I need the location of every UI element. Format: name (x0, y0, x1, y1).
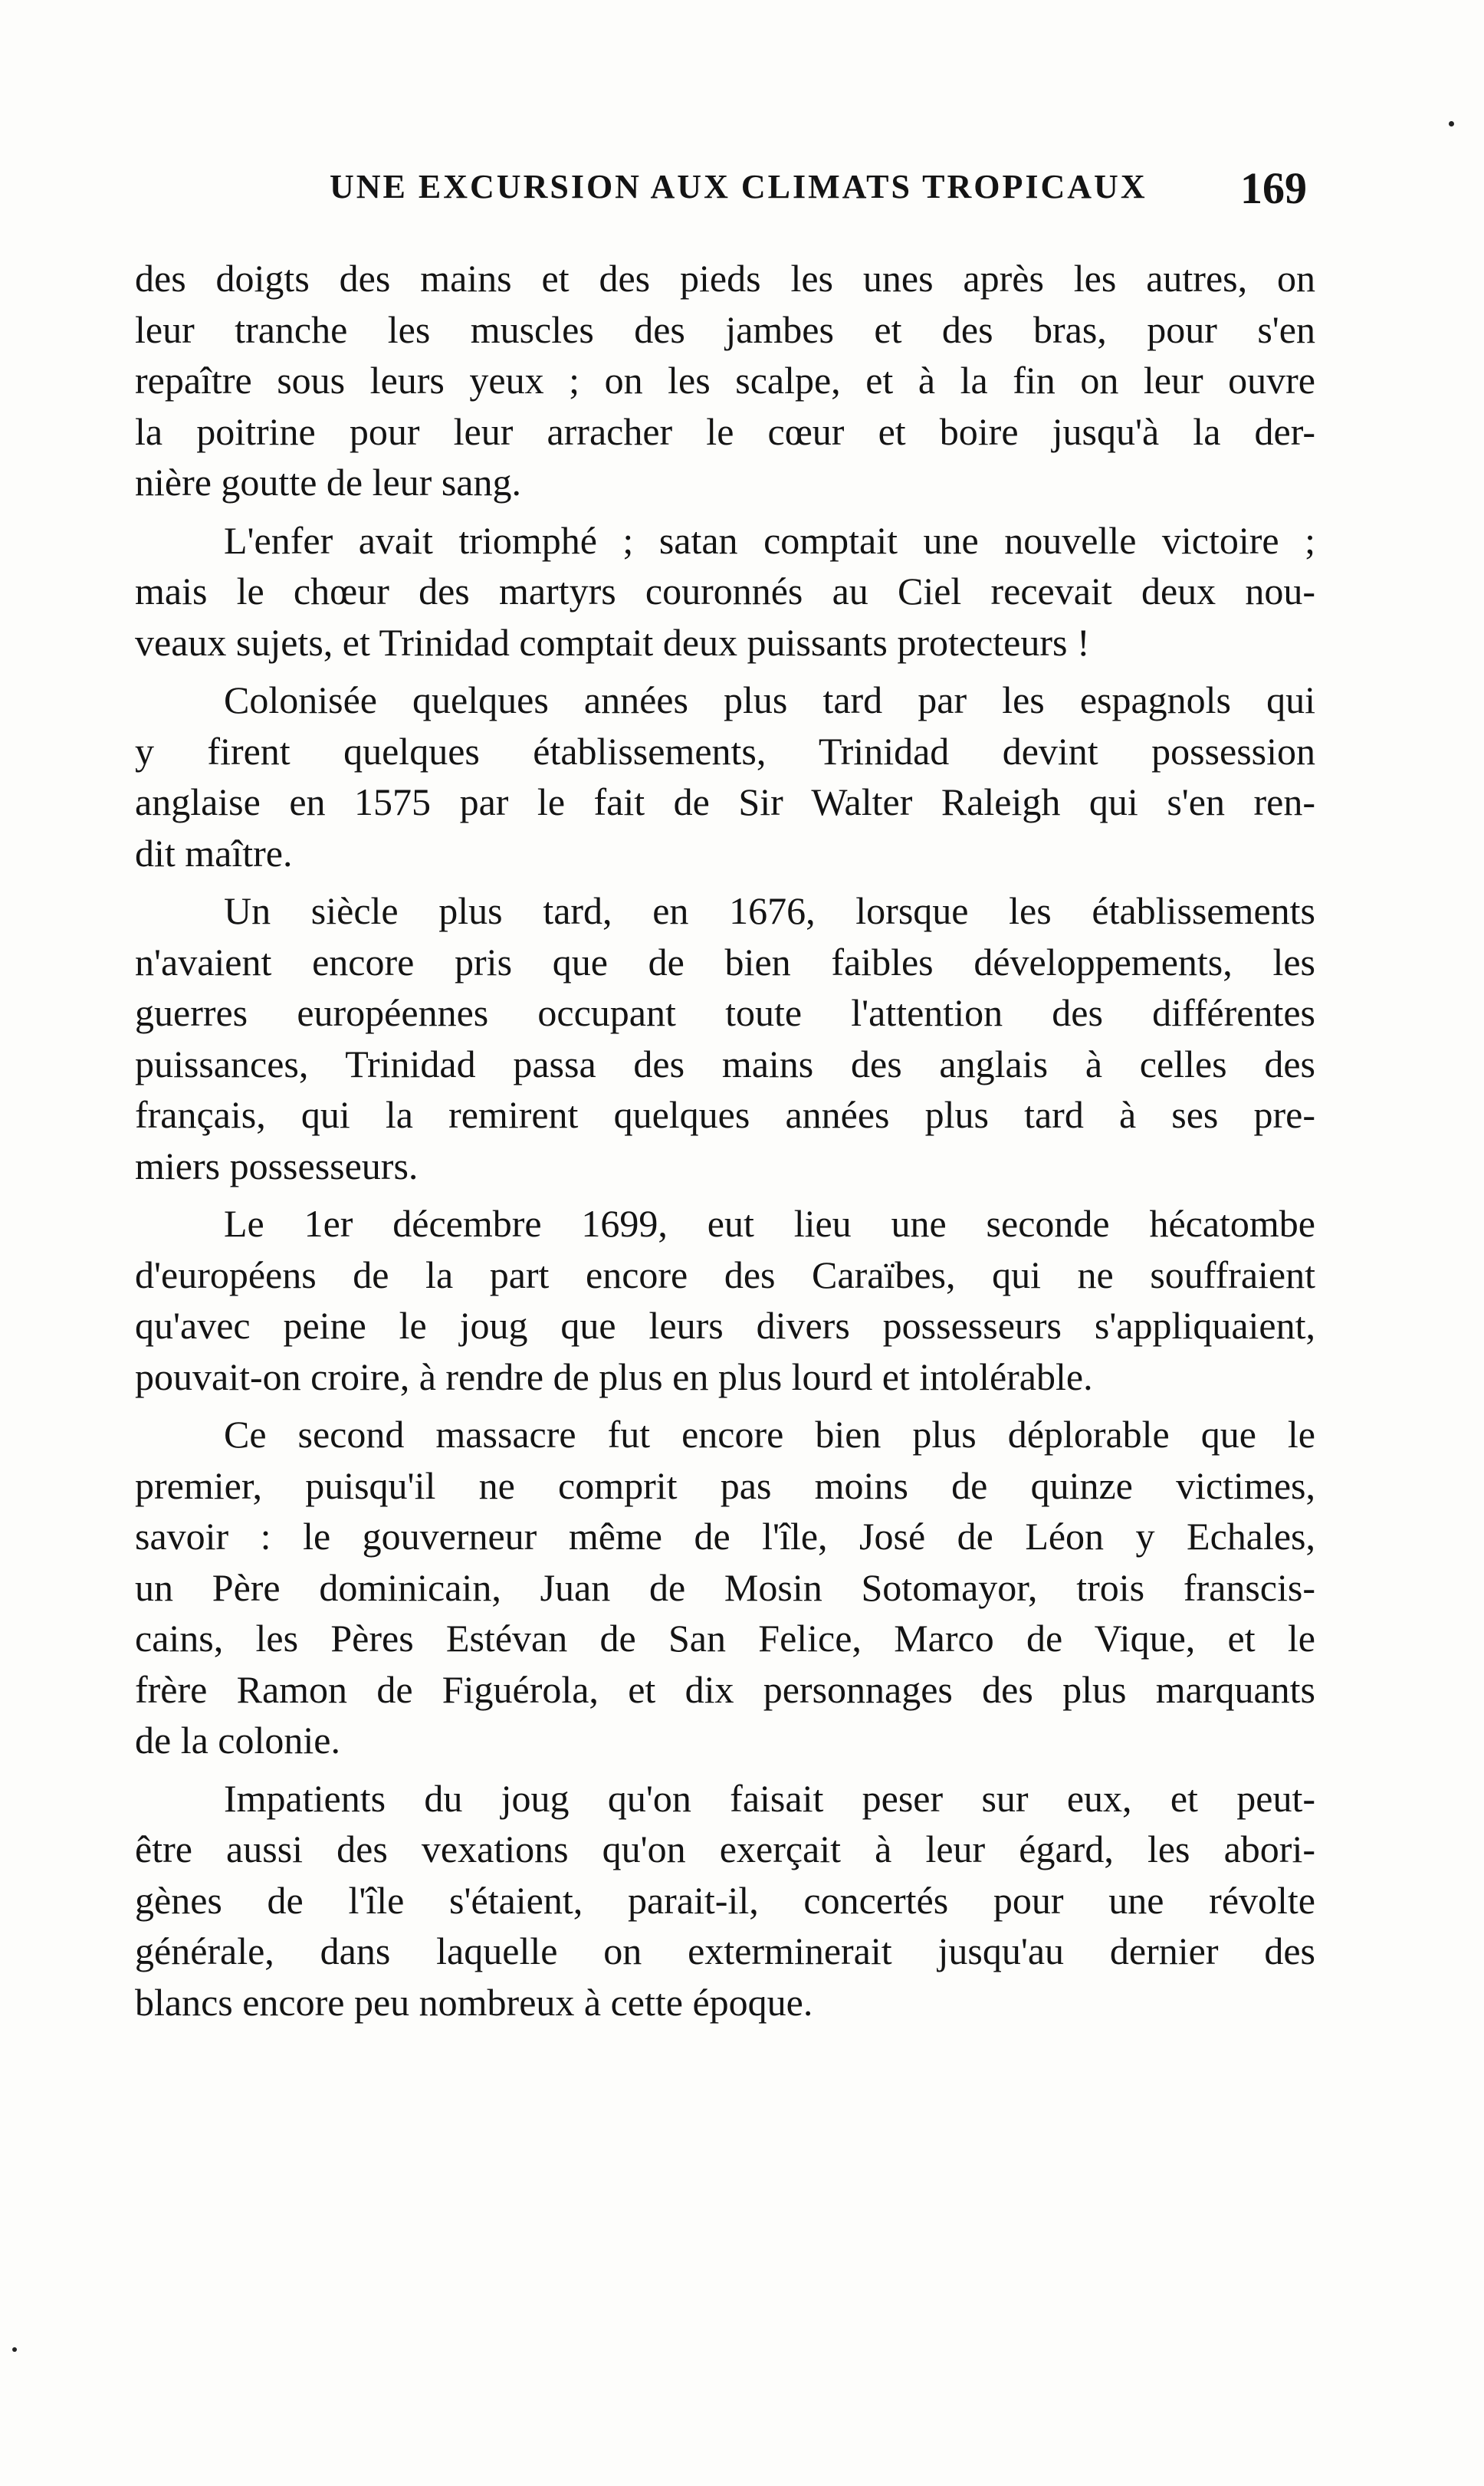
text-line: Un siècle plus tard, en 1676, lorsque les établissements (224, 889, 1315, 932)
text-line: Le 1er décembre 1699, eut lieu une seconde hécatombe (224, 1202, 1315, 1245)
text-line: français, qui la remirent quelques années plus tard à ses pre- (135, 1093, 1315, 1136)
text-line: mais le chœur des martyrs couronnés au Ciel recevait deux nou- (135, 570, 1315, 612)
paragraph (135, 1773, 1315, 2028)
text-line: premier, puisqu'il ne comprit pas moins de quinze victimes, (135, 1463, 1315, 1507)
text-line: Colonisée quelques années plus tard par les espagnols qui (224, 678, 1315, 721)
text-line: nière goutte de leur sang. (135, 461, 521, 504)
running-title: UNE EXCURSION AUX CLIMATS TROPICAUX (330, 168, 1147, 205)
text-line: d'européens de la part encore des Caraïbes, qui ne souffraient (135, 1253, 1315, 1296)
paragraph (135, 675, 1315, 878)
text-line: cains, les Pères Estévan de San Felice, Marco de Vique, et le (135, 1617, 1315, 1660)
text-line: L'enfer avait triomphé ; satan comptait une nouvelle victoire ; (224, 518, 1315, 562)
text-line: des doigts des mains et des pieds les unes après les autres, on (135, 257, 1315, 300)
text-line: un Père dominicain, Juan de Mosin Sotomayor, trois franscis- (135, 1565, 1315, 1609)
text-line: Ce second massacre fut encore bien plus déplorable que le (224, 1413, 1315, 1456)
text-line: n'avaient encore pris que de bien faibles développements, les (135, 940, 1315, 984)
text-line: leur tranche les muscles des jambes et des bras, pour s'en (135, 307, 1315, 351)
paragraph (135, 515, 1315, 668)
text-line: de la colonie. (135, 1719, 340, 1762)
text-line: gènes de l'île s'étaient, parait-il, concertés pour une révolte (135, 1878, 1315, 1922)
text-line: qu'avec peine le joug que leurs divers possesseurs s'appliquaient, (135, 1304, 1315, 1347)
text-line: frère Ramon de Figuérola, et dix personnages des plus marquants (135, 1667, 1315, 1711)
text-line: y firent quelques établissements, Trinidad devint possession (135, 729, 1315, 773)
text-line: savoir : le gouverneur même de l'île, José de Léon y Echales, (135, 1515, 1315, 1558)
text-line: miers possesseurs. (135, 1144, 419, 1187)
text-line: veaux sujets, et Trinidad comptait deux puissants protecteurs ! (135, 620, 1090, 664)
text-line: repaître sous leurs yeux ; on les scalpe, et à la fin on leur ouvre (135, 359, 1315, 402)
text-line: la poitrine pour leur arracher le cœur et boire jusqu'à la der- (135, 409, 1315, 453)
text-line: pouvait-on croire, à rendre de plus en plus lourd et intolérable. (135, 1355, 1093, 1398)
text-line: générale, dans laquelle on exterminerait jusqu'au dernier des (135, 1929, 1315, 1972)
text-line: guerres européennes occupant toute l'attention des différentes (135, 991, 1315, 1034)
text-line: anglaise en 1575 par le fait de Sir Walter Raleigh qui s'en ren- (135, 780, 1315, 823)
text-line: blancs encore peu nombreux à cette époque. (135, 1980, 813, 2024)
paragraph (135, 253, 1315, 508)
page-number: 169 (1240, 163, 1307, 213)
paragraph (135, 1198, 1315, 1402)
text-line: dit maître. (135, 831, 293, 875)
paragraph (135, 885, 1315, 1191)
text-line: Impatients du joug qu'on faisait peser sur eux, et peut- (224, 1776, 1315, 1820)
text-line: être aussi des vexations qu'on exerçait à leur égard, les abori- (135, 1828, 1315, 1870)
paragraph (135, 1409, 1315, 1766)
text-line: puissances, Trinidad passa des mains des anglais à celles des (135, 1042, 1315, 1085)
scan-speck (12, 2347, 17, 2352)
scan-speck (1449, 121, 1454, 126)
body-text (135, 253, 1315, 2034)
